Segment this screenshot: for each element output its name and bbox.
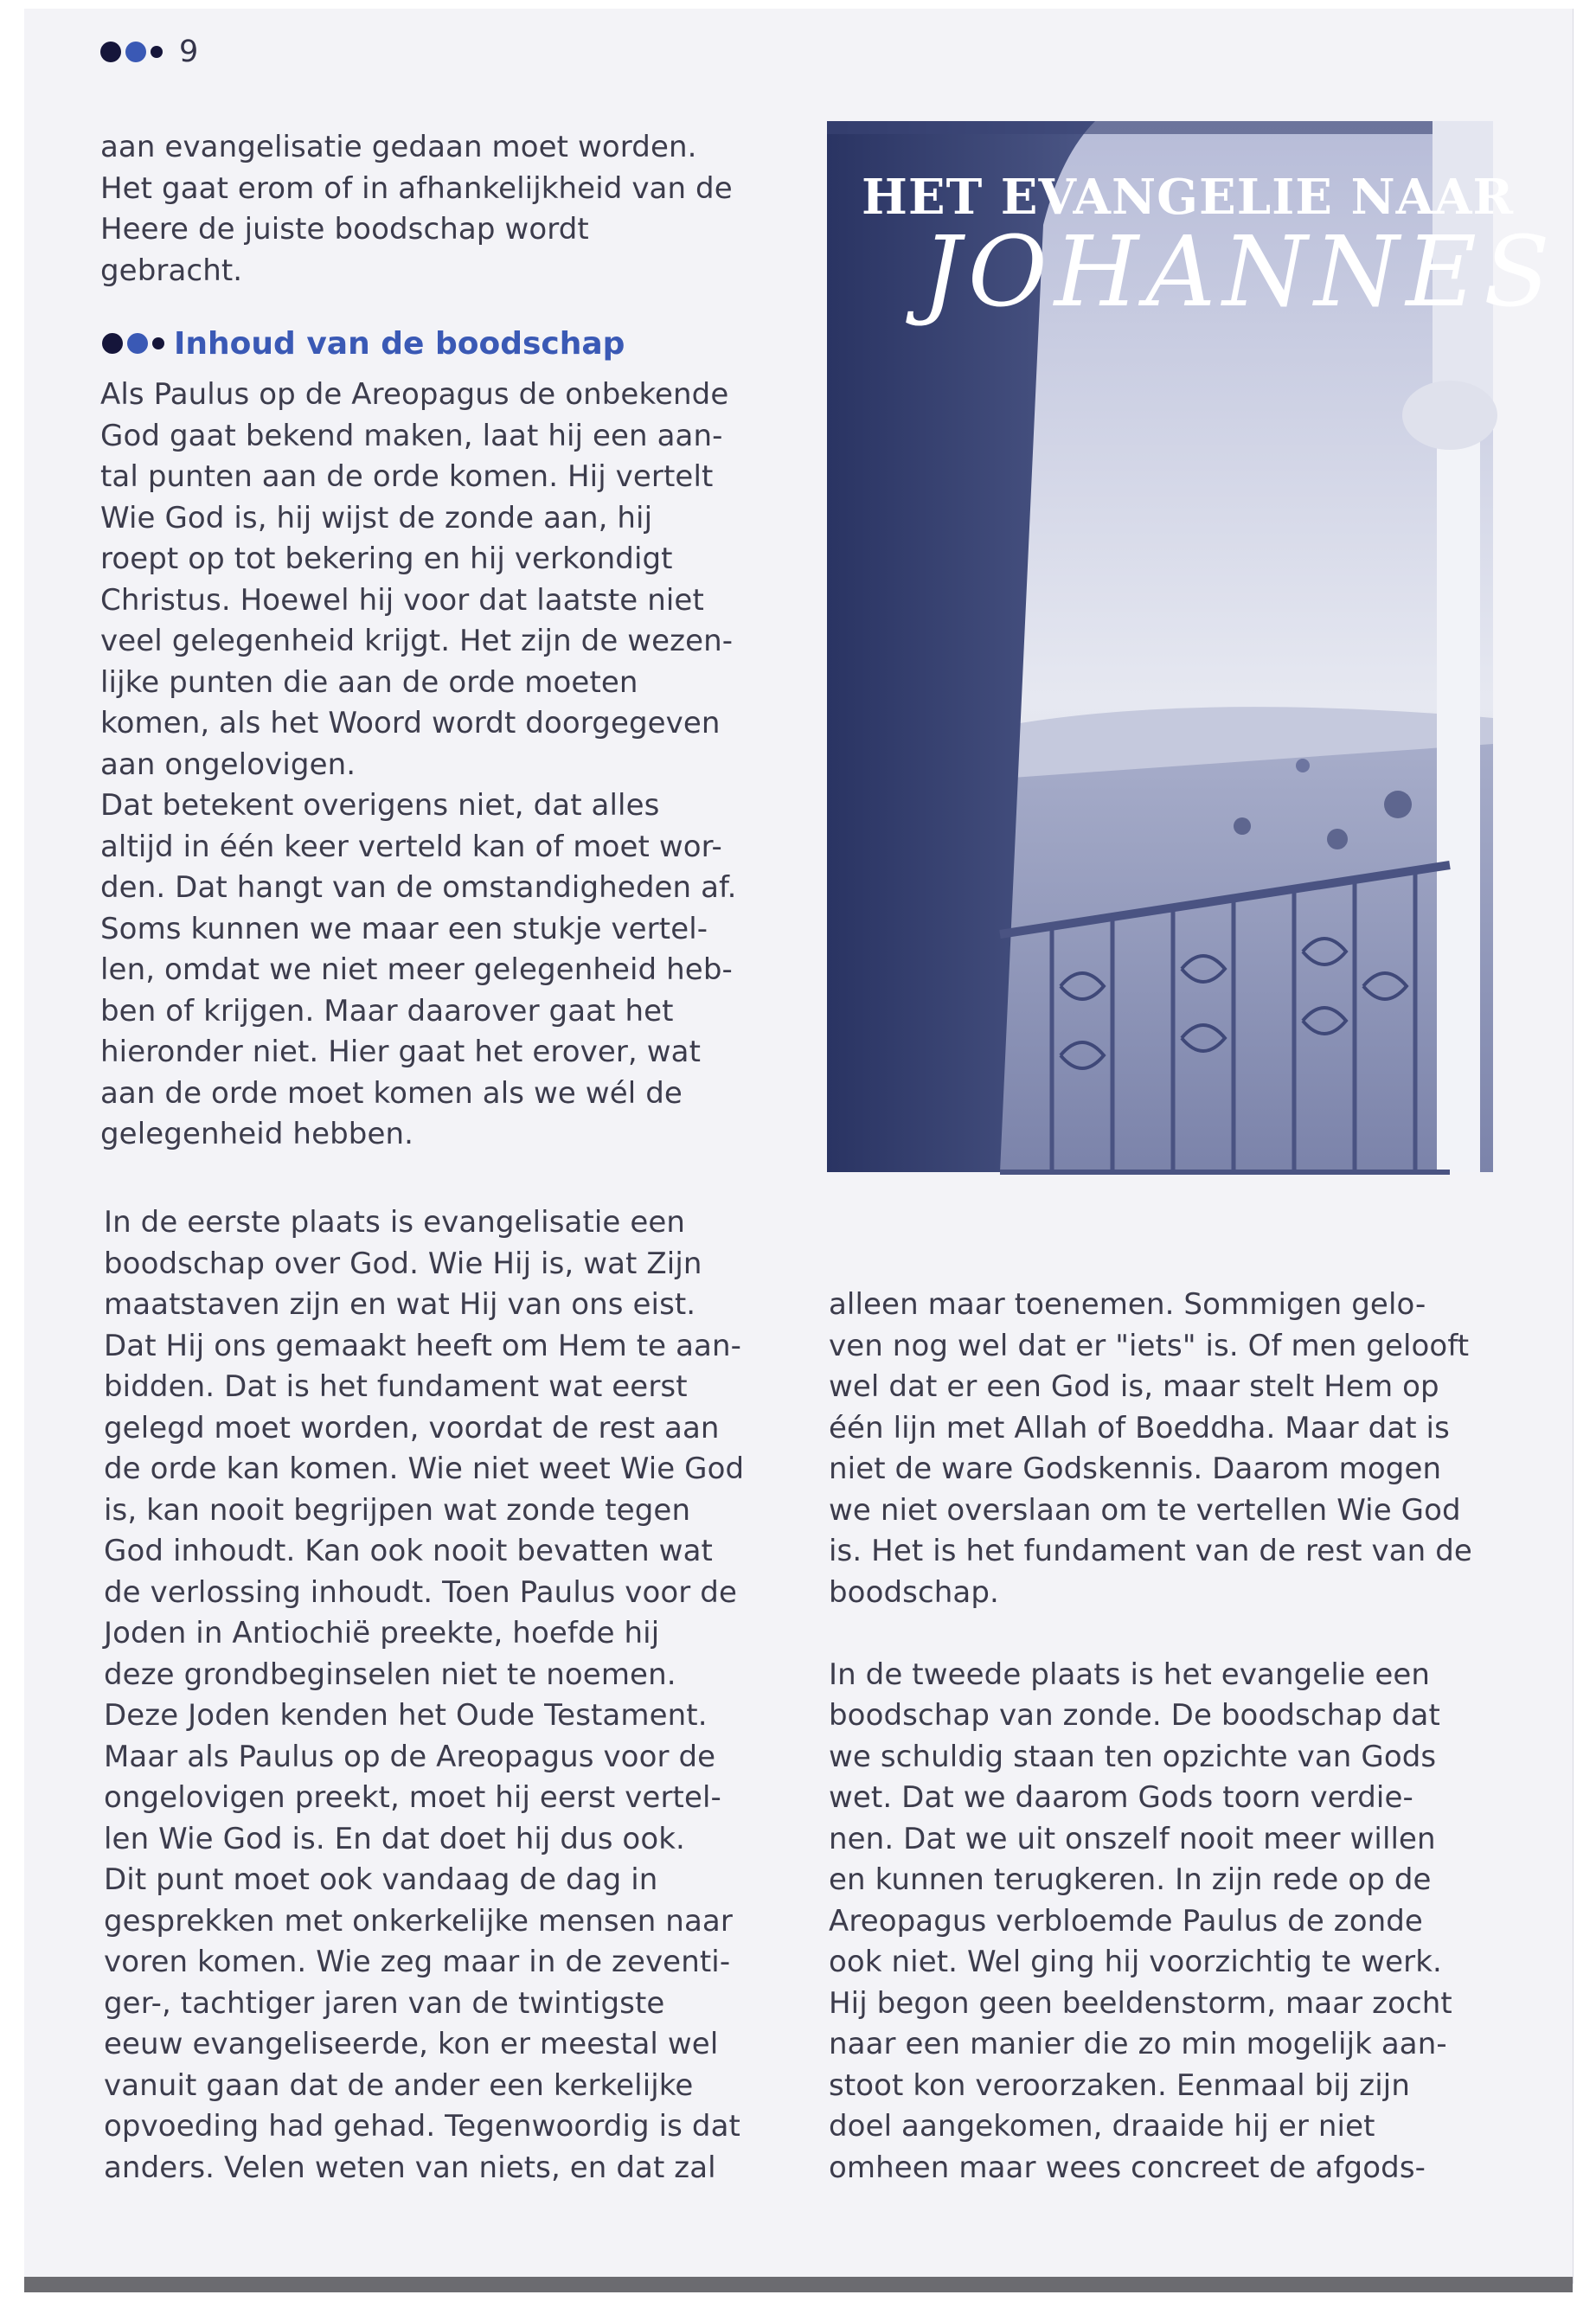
cover-title-line-2: JOHANNES xyxy=(922,216,1557,329)
text-line: ook niet. Wel ging hij voorzichtig te werk. xyxy=(829,1945,1442,1979)
text-line: In de eerste plaats is evangelisatie een xyxy=(104,1205,686,1240)
text-line: ben of krijgen. Maar daarover gaat het xyxy=(100,993,674,1029)
text-line: gebracht. xyxy=(100,253,243,288)
text-line: gesprekken met onkerkelijke mensen naar xyxy=(104,1903,733,1939)
text-line: we schuldig staan ten opzichte van Gods xyxy=(829,1739,1437,1774)
text-line: ven nog wel dat er "iets" is. Of men gelooft xyxy=(829,1328,1470,1363)
text-line: doel aangekomen, draaide hij er niet xyxy=(829,2109,1375,2144)
text-line: Heere de juiste boodschap wordt xyxy=(100,212,589,247)
right-column-body xyxy=(829,1285,1503,2189)
cover-title-line-1: HET EVANGELIE NAAR xyxy=(862,169,1515,226)
text-line: den. Dat hangt van de omstandigheden af. xyxy=(100,870,737,905)
dot-icon xyxy=(100,42,121,62)
left-column-body xyxy=(100,375,775,1156)
page-bottom-edge xyxy=(24,2277,1573,2292)
text-line: omheen maar wees concreet de afgods- xyxy=(829,2150,1426,2185)
bullet-dots-icon xyxy=(100,42,167,62)
text-line: komen, als het Woord wordt doorgegeven xyxy=(100,706,721,740)
text-line: naar een manier die zo min mogelijk aan- xyxy=(829,2027,1447,2061)
bullet-dots-icon xyxy=(102,333,169,354)
text-line: ger-, tachtiger jaren van de twintigste xyxy=(104,1985,665,2021)
text-line: roept op tot bekering en hij verkondigt xyxy=(100,542,673,576)
page-number: 9 xyxy=(179,35,199,69)
text-line: hieronder niet. Hier gaat het erover, wat xyxy=(100,1035,702,1069)
text-line: deze grondbeginselen niet te noemen. xyxy=(104,1657,676,1692)
text-line: len, omdat we niet meer gelegenheid heb- xyxy=(100,952,733,987)
text-line: ongelovigen preekt, moet hij eerst vertel- xyxy=(104,1780,721,1815)
text-line: Deze Joden kenden het Oude Testament. xyxy=(104,1698,708,1733)
text-line: Dat Hij ons gemaakt heeft om Hem te aan- xyxy=(104,1328,741,1363)
text-line: Maar als Paulus op de Areopagus voor de xyxy=(104,1739,716,1774)
text-line: is. Het is het fundament van de rest van de xyxy=(829,1534,1472,1568)
text-line: veel gelegenheid krijgt. Het zijn de wezen- xyxy=(100,624,734,658)
text-line: Areopagus verbloemde Paulus de zonde xyxy=(829,1903,1423,1939)
text-line: God gaat bekend maken, laat hij een aan- xyxy=(100,418,723,453)
book-cover-image xyxy=(827,121,1557,1172)
text-line: aan de orde moet komen als we wél de xyxy=(100,1075,683,1111)
text-line: boodschap over God. Wie Hij is, wat Zijn xyxy=(104,1246,702,1281)
text-line: In de tweede plaats is het evangelie een xyxy=(829,1657,1431,1692)
left-column-continued xyxy=(104,1202,779,2189)
text-line: wel dat er een God is, maar stelt Hem op xyxy=(829,1369,1439,1404)
dot-icon xyxy=(151,46,163,58)
text-line: God inhoudt. Kan ook nooit bevatten wat xyxy=(104,1534,713,1568)
text-line: Christus. Hoewel hij voor dat laatste niet xyxy=(100,582,704,618)
text-line: Het gaat erom of in afhankelijkheid van de xyxy=(100,170,733,206)
text-line: Joden in Antiochië preekte, hoefde hij xyxy=(104,1616,660,1650)
text-line: lijke punten die aan de orde moeten xyxy=(100,664,638,700)
text-line: en kunnen terugkeren. In zijn rede op de xyxy=(829,1862,1432,1897)
text-line: alleen maar toenemen. Sommigen gelo- xyxy=(829,1287,1426,1322)
text-line: maatstaven zijn en wat Hij van ons eist. xyxy=(104,1287,696,1322)
dot-icon xyxy=(102,333,123,354)
text-line: anders. Velen weten van niets, en dat zal xyxy=(104,2150,716,2185)
text-line: Hij begon geen beeldenstorm, maar zocht xyxy=(829,1985,1452,2021)
text-line: Soms kunnen we maar een stukje vertel- xyxy=(100,911,708,946)
page-header xyxy=(100,33,198,71)
text-line: gelegd moet worden, voordat de rest aan xyxy=(104,1410,720,1445)
dot-icon xyxy=(125,42,146,62)
text-line: gelegenheid hebben. xyxy=(100,1117,414,1151)
text-line: de orde kan komen. Wie niet weet Wie God xyxy=(104,1452,745,1486)
text-line: stoot kon veroorzaken. Eenmaal bij zijn xyxy=(829,2067,1410,2103)
text-line: aan evangelisatie gedaan moet worden. xyxy=(100,130,697,164)
text-line: boodschap. xyxy=(829,1574,999,1610)
text-line: aan ongelovigen. xyxy=(100,747,356,782)
text-line: niet de ware Godskennis. Daarom mogen xyxy=(829,1452,1442,1486)
text-line: Dat betekent overigens niet, dat alles xyxy=(100,788,660,823)
section-heading xyxy=(102,322,625,365)
text-line: één lijn met Allah of Boeddha. Maar dat is xyxy=(829,1410,1450,1445)
dot-icon xyxy=(127,333,148,354)
text-line: altijd in één keer verteld kan of moet wor- xyxy=(100,829,722,864)
text-line: wet. Dat we daarom Gods toorn verdie- xyxy=(829,1780,1413,1815)
text-line: bidden. Dat is het fundament wat eerst xyxy=(104,1369,688,1404)
text-line: is, kan nooit begrijpen wat zonde tegen xyxy=(104,1492,691,1528)
text-line: tal punten aan de orde komen. Hij vertelt xyxy=(100,459,714,494)
left-column-intro xyxy=(100,127,775,292)
text-line: de verlossing inhoudt. Toen Paulus voor de xyxy=(104,1574,737,1610)
text-line: opvoeding had gehad. Tegenwoordig is dat xyxy=(104,2109,740,2144)
text-line: Als Paulus op de Areopagus de onbekende xyxy=(100,377,729,412)
text-line: Wie God is, hij wijst de zonde aan, hij xyxy=(100,500,653,535)
section-heading-text: Inhoud van de boodschap xyxy=(174,325,625,362)
text-line: vanuit gaan dat de ander een kerkelijke xyxy=(104,2067,694,2103)
text-line: boodschap van zonde. De boodschap dat xyxy=(829,1698,1440,1733)
paragraph-gap xyxy=(829,1613,1503,1655)
text-line: len Wie God is. En dat doet hij dus ook. xyxy=(104,1821,685,1856)
text-line: nen. Dat we uit onszelf nooit meer willen xyxy=(829,1821,1436,1856)
text-line: voren komen. Wie zeg maar in de zeventi- xyxy=(104,1945,731,1979)
text-line: we niet overslaan om te vertellen Wie God xyxy=(829,1492,1461,1528)
dot-icon xyxy=(152,337,164,349)
text-line: eeuw evangeliseerde, kon er meestal wel xyxy=(104,2027,719,2061)
text-line: Dit punt moet ook vandaag de dag in xyxy=(104,1862,658,1897)
